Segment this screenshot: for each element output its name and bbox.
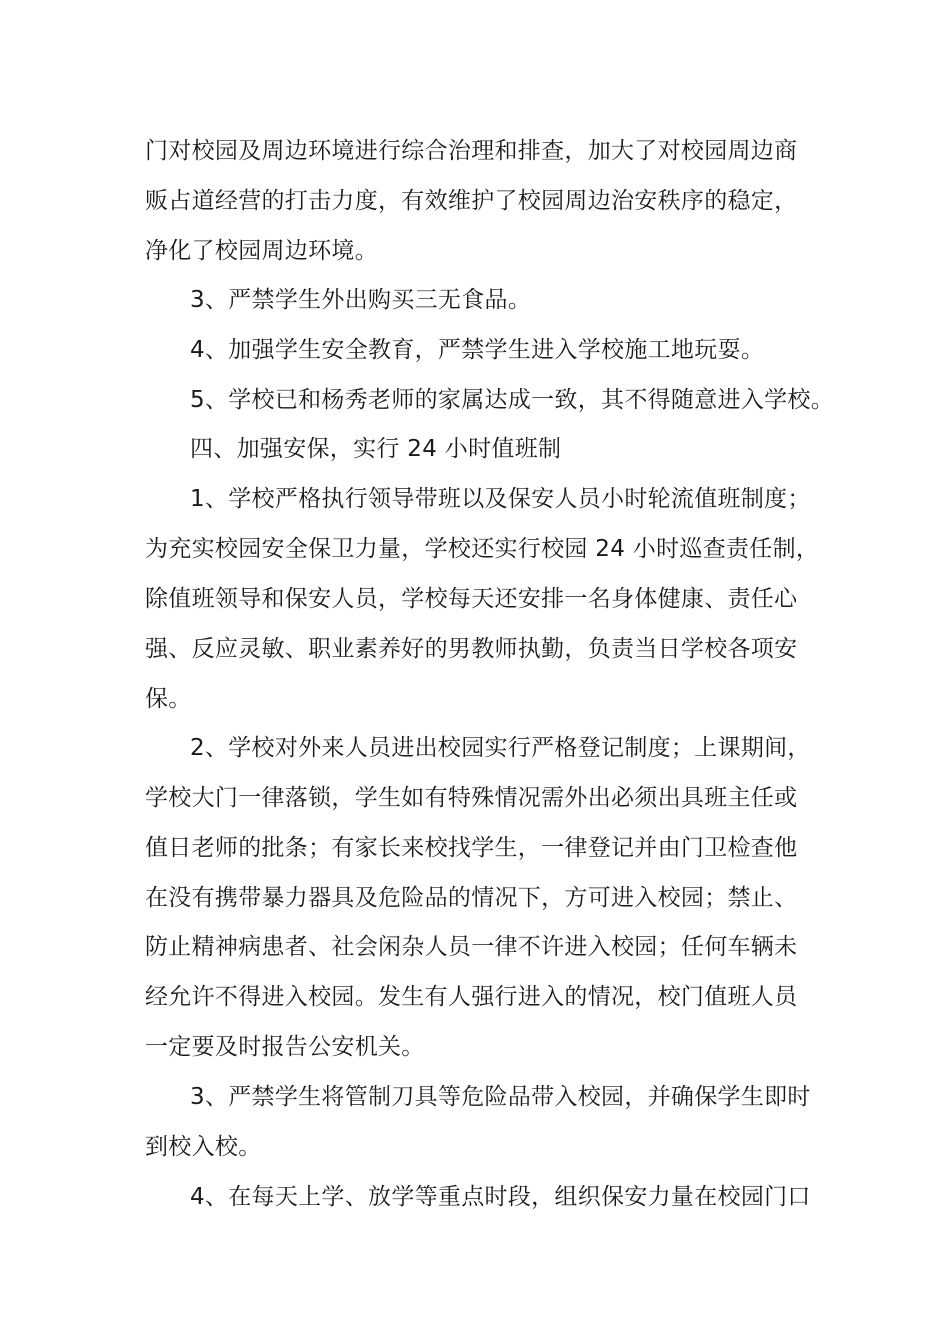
paragraph-line: 学校大门一律落锁，学生如有特殊情况需外出必须出具班主任或 xyxy=(145,785,798,811)
paragraph-line: 经允许不得进入校园。发生有人强行进入的情况，校门值班人员 xyxy=(145,984,798,1010)
list-item: 5、学校已和杨秀老师的家属达成一致，其不得随意进入学校。 xyxy=(190,387,835,413)
paragraph-line: 贩占道经营的打击力度，有效维护了校园周边治安秩序的稳定， xyxy=(145,188,798,214)
paragraph-line: 门对校园及周边环境进行综合治理和排查，加大了对校园周边商 xyxy=(145,138,798,164)
paragraph-line: 为充实校园安全保卫力量，学校还实行校园 24 小时巡查责任制， xyxy=(145,536,820,562)
list-item: 1、学校严格执行领导带班以及保安人员小时轮流值班制度； xyxy=(190,486,811,512)
list-item: 4、加强学生安全教育，严禁学生进入学校施工地玩耍。 xyxy=(190,337,765,363)
paragraph-line: 保。 xyxy=(145,686,192,712)
paragraph-line: 在没有携带暴力器具及危险品的情况下，方可进入校园；禁止、 xyxy=(145,885,798,911)
section-heading: 四、加强安保，实行 24 小时值班制 xyxy=(190,436,562,462)
paragraph-line: 强、反应灵敏、职业素养好的男教师执勤，负责当日学校各项安 xyxy=(145,636,798,662)
paragraph-line: 值日老师的批条；有家长来校找学生，一律登记并由门卫检查他 xyxy=(145,835,798,861)
paragraph-line: 除值班领导和保安人员，学校每天还安排一名身体健康、责任心 xyxy=(145,586,798,612)
paragraph-line: 净化了校园周边环境。 xyxy=(145,238,378,264)
paragraph-line: 到校入校。 xyxy=(145,1134,262,1160)
list-item: 2、学校对外来人员进出校园实行严格登记制度；上课期间， xyxy=(190,735,811,761)
paragraph-line: 防止精神病患者、社会闲杂人员一律不许进入校园；任何车辆未 xyxy=(145,934,798,960)
list-item: 4、在每天上学、放学等重点时段，组织保安力量在校园门口 xyxy=(190,1184,811,1210)
list-item: 3、严禁学生外出购买三无食品。 xyxy=(190,287,532,313)
paragraph-line: 一定要及时报告公安机关。 xyxy=(145,1034,425,1060)
list-item: 3、严禁学生将管制刀具等危险品带入校园，并确保学生即时 xyxy=(190,1084,811,1110)
